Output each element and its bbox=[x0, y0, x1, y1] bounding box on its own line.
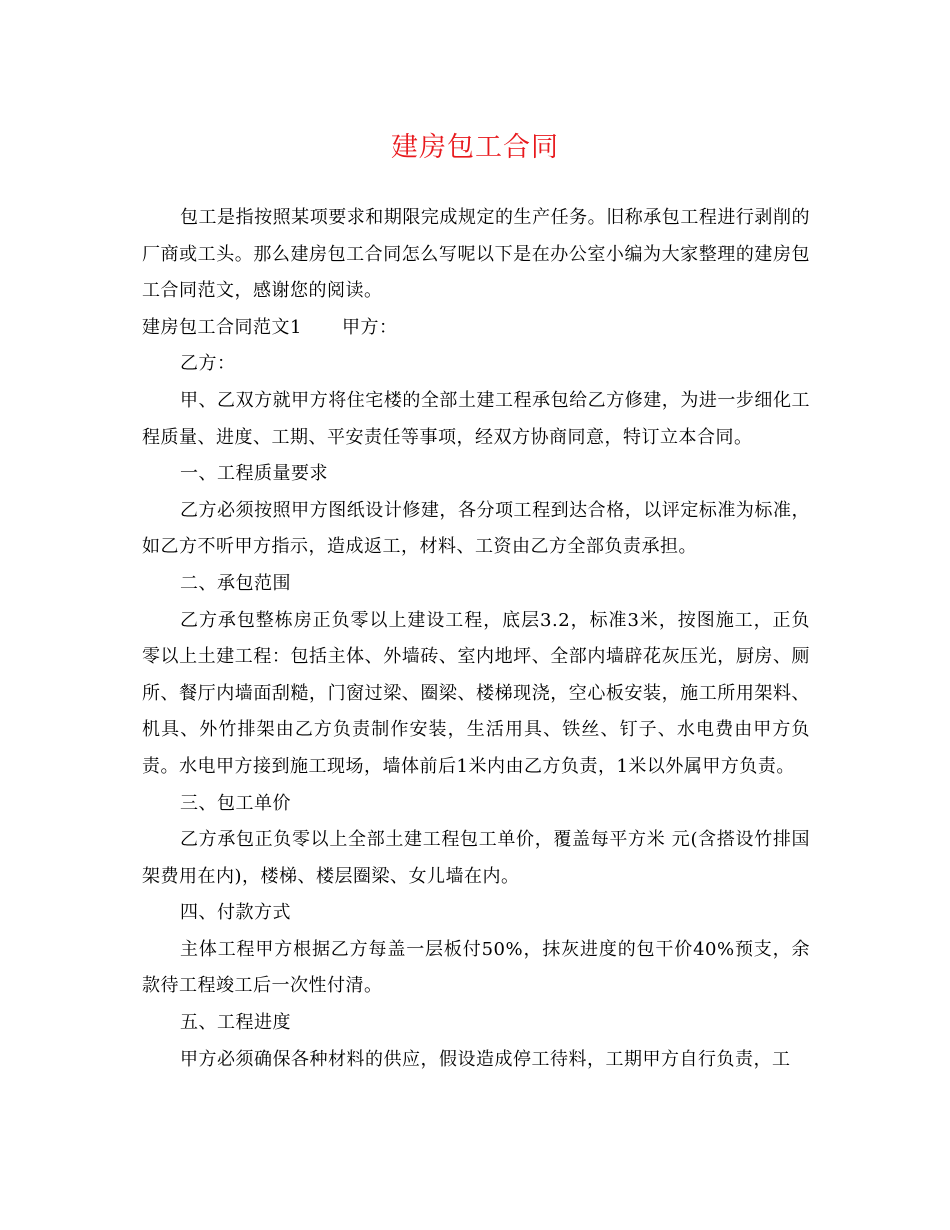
section-body: 乙方承包正负零以上全部土建工程包工单价，覆盖每平方米 元(含搭设竹排国架费用在内)，楼梯、楼层圈梁、女儿墙在内。 bbox=[142, 829, 810, 887]
party-a-label: 甲方： bbox=[341, 316, 398, 338]
section-body: 主体工程甲方根据乙方每盖一层板付50%，抹灰进度的包干价40%预支，余款待工程竣工后一次性付清。 bbox=[142, 938, 810, 997]
sample-line bbox=[142, 310, 810, 347]
party-b-label: 乙方： bbox=[180, 353, 236, 375]
section-heading: 二、承包范围 bbox=[180, 572, 291, 594]
sample-label: 建房包工合同范文1 bbox=[142, 316, 302, 338]
section-body: 甲方必须确保各种材料的供应，假设造成停工待料，工期甲方自行负责，工 bbox=[180, 1048, 791, 1070]
section-body: 乙方必须按照甲方图纸设计修建，各分项工程到达合格，以评定标准为标准，如乙方不听甲方指示，造成返工，材料、工资由乙方全部负责承担。 bbox=[142, 499, 810, 558]
section-body: 乙方承包整栋房正负零以上建设工程，底层3.2，标准3米，按图施工，正负零以上土建工程：包括主体、外墙砖、室内地坪、全部内墙辟花灰压光，厨房、厕所、餐厅内墙面刮糙，门窗过梁、圈梁、楼梯现浇，空心板安装，施工所用架料、机具、外竹排架由乙方负责制作安装，生活用具、铁丝、钉子、水电费由甲方负责。水电甲方接到施工现场，墙体前后1米内由乙方负责，1米以外属甲方负责。 bbox=[142, 609, 810, 777]
intro-paragraph: 包工是指按照某项要求和期限完成规定的生产任务。旧称承包工程进行剥削的厂商或工头。那么建房包工合同怎么写呢以下是在办公室小编为大家整理的建房包工合同范文，感谢您的阅读。 bbox=[142, 207, 810, 302]
section-heading: 一、工程质量要求 bbox=[180, 463, 328, 485]
section-heading: 五、工程进度 bbox=[180, 1012, 291, 1034]
document-body bbox=[142, 200, 810, 1078]
preamble-paragraph: 甲、乙双方就甲方将住宅楼的全部土建工程承包给乙方修建，为进一步细化工程质量、进度、工期、平安责任等事项，经双方协商同意，特订立本合同。 bbox=[142, 389, 810, 448]
section-heading: 四、付款方式 bbox=[180, 902, 291, 924]
document-title: 建房包工合同 bbox=[391, 132, 559, 163]
section-heading: 三、包工单价 bbox=[180, 792, 291, 814]
